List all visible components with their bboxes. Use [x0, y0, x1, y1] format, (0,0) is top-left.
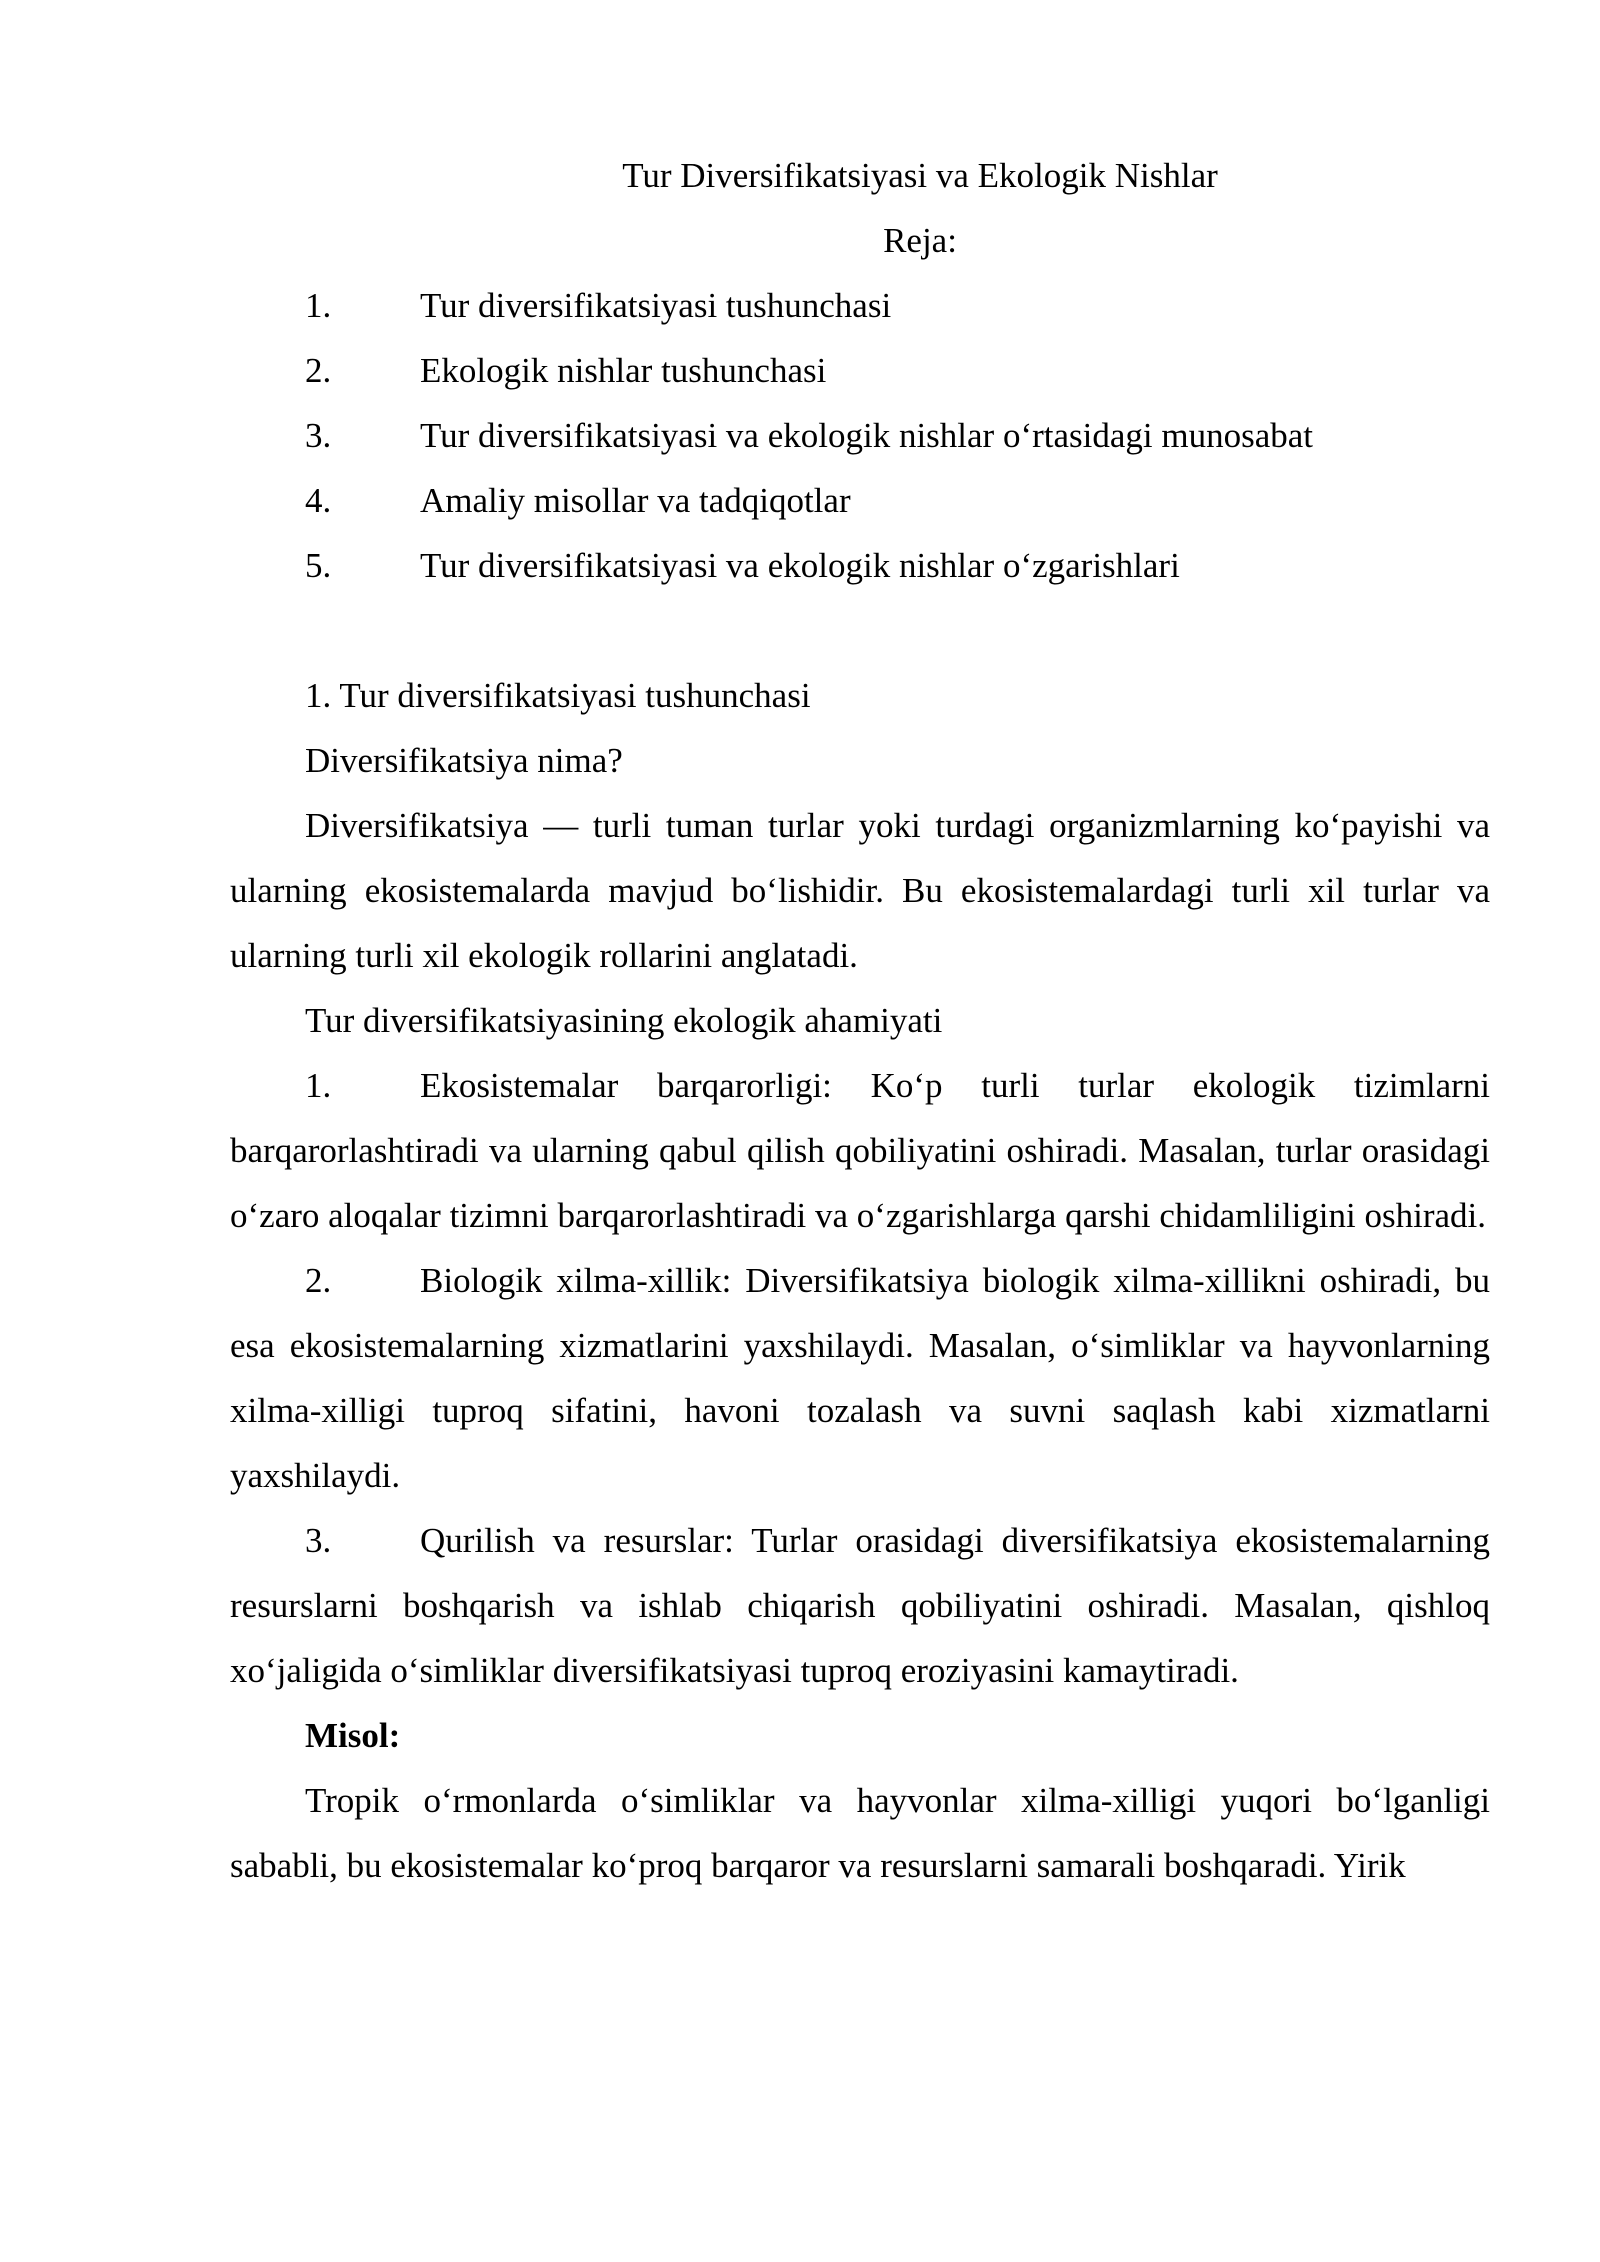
- plan-item-number: 2.: [305, 351, 332, 390]
- definition-paragraph: Diversifikatsiya — turli tuman turlar yoki turdagi organizmlarning ko‘payishi va ularning ekosistemalarda mavjud bo‘lishidir. Bu ekosistemalardagi turli xil turlar va ularning turli xil ekologik rollarini anglatadi.: [230, 806, 1490, 975]
- example-paragraph: Tropik o‘rmonlarda o‘simliklar va hayvonlar xilma-xilligi yuqori bo‘lganligi sababli, bu ekosistemalar ko‘proq barqaror va resurslarni samarali boshqaradi. Yirik: [230, 1781, 1490, 1885]
- plan-item: [230, 273, 1490, 338]
- plan-item-text: Tur diversifikatsiyasi tushunchasi: [420, 286, 892, 325]
- plan-item-number: 4.: [305, 481, 332, 520]
- plan-item: [230, 403, 1490, 468]
- example-label: Misol:: [305, 1716, 401, 1755]
- plan-item: [230, 338, 1490, 403]
- importance-point: [230, 1053, 1490, 1248]
- plan-list: [230, 273, 1490, 598]
- importance-point-number: 2.: [305, 1261, 332, 1300]
- page-content: [230, 143, 1490, 1898]
- section-heading: 1. Tur diversifikatsiyasi tushunchasi: [305, 676, 811, 715]
- document-title: Tur Diversifikatsiyasi va Ekologik Nishlar: [622, 156, 1218, 195]
- importance-point-number: 1.: [305, 1066, 332, 1105]
- plan-item-number: 3.: [305, 416, 332, 455]
- plan-item: [230, 468, 1490, 533]
- plan-item-number: 1.: [305, 286, 332, 325]
- section-question: Diversifikatsiya nima?: [305, 741, 623, 780]
- importance-heading: Tur diversifikatsiyasining ekologik ahamiyati: [305, 1001, 943, 1040]
- spacer: [230, 598, 1490, 663]
- plan-item: [230, 533, 1490, 598]
- importance-point-text: Ekosistemalar barqarorligi: Ko‘p turli turlar ekologik tizimlarni barqarorlashtiradi va ularning qabul qilish qobiliyatini oshiradi. Masalan, turlar orasidagi o‘zaro aloqalar tizimni barqarorlashtiradi va o‘zgarishlarga qarshi chidamliligini oshiradi.: [230, 1066, 1490, 1235]
- importance-point: [230, 1508, 1490, 1703]
- plan-item-number: 5.: [305, 546, 332, 585]
- plan-item-text: Tur diversifikatsiyasi va ekologik nishlar o‘rtasidagi munosabat: [420, 416, 1314, 455]
- plan-item-text: Ekologik nishlar tushunchasi: [420, 351, 827, 390]
- importance-point-text: Biologik xilma-xillik: Diversifikatsiya biologik xilma-xillikni oshiradi, bu esa ekosistemalarning xizmatlarini yaxshilaydi. Masalan, o‘simliklar va hayvonlarning xilma-xilligi tuproq sifatini, havoni tozalash va suvni saqlash kabi xizmatlarni yaxshilaydi.: [230, 1261, 1490, 1495]
- plan-item-text: Amaliy misollar va tadqiqotlar: [420, 481, 851, 520]
- plan-item-text: Tur diversifikatsiyasi va ekologik nishlar o‘zgarishlari: [420, 546, 1180, 585]
- plan-label: Reja:: [883, 221, 957, 260]
- importance-point-number: 3.: [305, 1521, 332, 1560]
- importance-point: [230, 1248, 1490, 1508]
- importance-point-text: Qurilish va resurslar: Turlar orasidagi diversifikatsiya ekosistemalarning resurslarni boshqarish va ishlab chiqarish qobiliyatini oshiradi. Masalan, qishloq xo‘jaligida o‘simliklar diversifikatsiyasi tuproq eroziyasini kamaytiradi.: [230, 1521, 1490, 1690]
